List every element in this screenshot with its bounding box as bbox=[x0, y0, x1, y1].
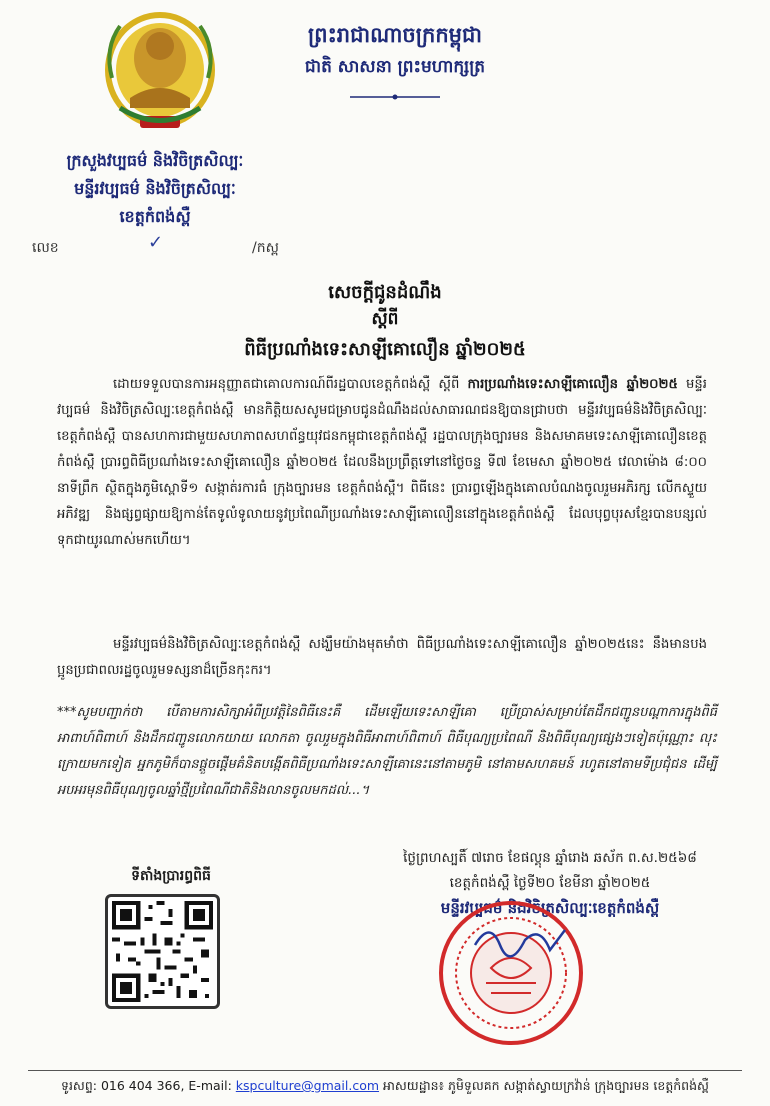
body-note-paragraph: ***សូមបញ្ជាក់ថា បើតាមការសិក្សាអំពីប្រវត្តិនៃពិធីនេះគឺ ដើមឡើយទេះសាឡីគោ ប្រើប្រាស់សម្រាប់តែដឹកជញ្ជូនបណ្តាការក្នុងពិធីអាពាហ៍ពិពាហ៍ និងដឹកជញ្ជូនលោកយាយ លោកតា ចូលរួមក្នុងពិធីអាពាហ៍ពិពាហ៍ ពិធីបុណ្យប្រពៃណី និងពិធីបុណ្យផ្សេងៗទៀតប៉ុណ្ណោះ លុះក្រោយមកទៀត អ្នកភូមិក៏បានផ្តួចផ្តើមគំនិតបង្កើតពិធីប្រណាំងទេះសាឡីគោនេះនៅតាមភូមិ នៅតាមសហគមន៍ រហូតនៅតាមទីប្រជុំជន ដើម្បីអបអរមុនពិធីបុណ្យចូលឆ្នាំថ្មីប្រពៃណីជាតិនិងលានចូលមកដល់...។ bbox=[57, 705, 717, 798]
national-motto: ជាតិ សាសនា ព្រះមហាក្សត្រ bbox=[304, 57, 486, 77]
qr-code-icon[interactable] bbox=[105, 894, 220, 1009]
lunar-date: ថ្ងៃព្រហស្បតិ៍ ៧រោច ខែផល្គុន ឆ្នាំរោង ឆស័ក ព.ស.២៥៦៨ bbox=[403, 850, 697, 866]
ministry-emblem-icon bbox=[100, 8, 220, 138]
p1-rest: មន្ទីរវប្បធម៌ និងវិចិត្រសិល្បៈខេត្តកំពង់ស្ពឺ មានកិត្តិយសសូមជម្រាបជូនដំណឹងដល់សាធារណជនឱ្យបានជ្រាបថា មន្ទីរវប្បធម៌និងវិចិត្រសិល្បៈខេត្តកំពង់ស្ពឺ បានសហការជាមួយសហភាពសហព័ន្ធយុវជនកម្ពុជាខេត្តកំពង់ស្ពឺ រដ្ឋបាលក្រុងច្បារមន និងសមាគមទេះសាឡីគោលឿនខេត្តកំពង់ស្ពឺ ប្រារព្ធពិធីប្រណាំងទេះសាឡីគោលឿន ឆ្នាំ២០២៥ ដែលនឹងប្រព្រឹត្តទៅនៅថ្ងៃចន្ទ ទី៧ ខែមេសា ឆ្នាំ២០២៥ វេលាម៉ោង ៨:០០ នាទីព្រឹក ស្ថិតក្នុងភូមិស្ពោទី១ សង្កាត់រការធំ ក្រុងច្បារមន ខេត្តកំពង់ស្ពឺ។ ពិធីនេះ ប្រារព្ធឡើងក្នុងគោលបំណងចូលរួមអភិរក្ស លើកស្ទួយ អភិវឌ្ឍ និងផ្សព្វផ្សាយឱ្យកាន់តែទូលំទូលាយនូវប្រពៃណីប្រណាំងទេះសាឡីគោលឿននៅក្នុងខេត្តកំពង់ស្ពឺ ដែលបុព្វបុរសខ្មែរបានបន្សល់ទុកជាយូរណាស់មកហើយ។ bbox=[57, 377, 707, 548]
footer-divider bbox=[28, 1070, 742, 1071]
footer-phone: ទូរសព្ទ: 016 404 366, E-mail: bbox=[61, 1078, 236, 1093]
body-paragraph-2: មន្ទីរវប្បធម៌និងវិចិត្រសិល្បៈខេត្តកំពង់ស្ពឺ សង្ឃឹមយ៉ាងមុតមាំថា ពិធីប្រណាំងទេះសាឡីគោលឿន ឆ្នាំ២០២៥នេះ នឹងមានបងប្អូនប្រជាពលរដ្ឋចូលរួមទស្សនាដ៏ច្រើនកុះករ។ bbox=[57, 637, 707, 678]
footer-address: អាសយដ្ឋាន៖ ភូមិទួលគក សង្កាត់ស្វាយក្រវ៉ាន់ ក្រុងច្បារមន ខេត្តកំពង់ស្ពឺ bbox=[379, 1078, 709, 1093]
document-title: សេចក្តីជូនដំណឹង bbox=[328, 282, 442, 303]
ornament-divider-icon bbox=[345, 92, 445, 102]
p1-bold-phrase: ការប្រណាំងទេះសាឡីគោលឿន ឆ្នាំ២០២៥ bbox=[467, 377, 678, 392]
body-paragraph-1 bbox=[57, 372, 707, 554]
kingdom-heading: ព្រះរាជាណាចក្រកម្ពុជា bbox=[307, 23, 482, 47]
qr-label: ទីតាំងប្រារព្ធពិធី bbox=[131, 868, 211, 884]
qr-pattern bbox=[112, 901, 213, 1002]
reference-suffix: /កស្ព bbox=[252, 240, 279, 256]
footer-contact bbox=[28, 1078, 742, 1097]
signer-title: មន្ទីរវប្បធម៌ និងវិចិត្រសិល្បៈខេត្តកំពង់ស្ពឺ bbox=[440, 899, 660, 917]
signature-icon bbox=[470, 915, 570, 965]
reference-label: លេខ bbox=[32, 240, 59, 256]
ministry-name: ក្រសួងវប្បធម៌ និងវិចិត្រសិល្បៈ bbox=[66, 151, 244, 170]
p1-start: ដោយទទួលបានការអនុញ្ញាតជាគោលការណ៍ពីរដ្ឋបាលខេត្តកំពង់ស្ពឺ ស្តីពី bbox=[113, 377, 468, 392]
department-name: មន្ទីរវប្បធម៌ និងវិចិត្រសិល្បៈ bbox=[74, 179, 236, 198]
document-subject-label: ស្តីពី bbox=[371, 309, 399, 329]
document-subject: ពិធីប្រណាំងទេះសាឡីគោលឿន ឆ្នាំ២០២៥ bbox=[244, 339, 526, 360]
reference-handwritten-mark: ✓ bbox=[148, 232, 164, 253]
solar-date: ខេត្តកំពង់ស្ពឺ ថ្ងៃទី២០ ខែមីនា ឆ្នាំ២០២៥ bbox=[449, 875, 651, 891]
footer-email-link[interactable]: kspculture@gmail.com bbox=[235, 1078, 380, 1093]
province-name: ខេត្តកំពង់ស្ពឺ bbox=[119, 207, 191, 226]
